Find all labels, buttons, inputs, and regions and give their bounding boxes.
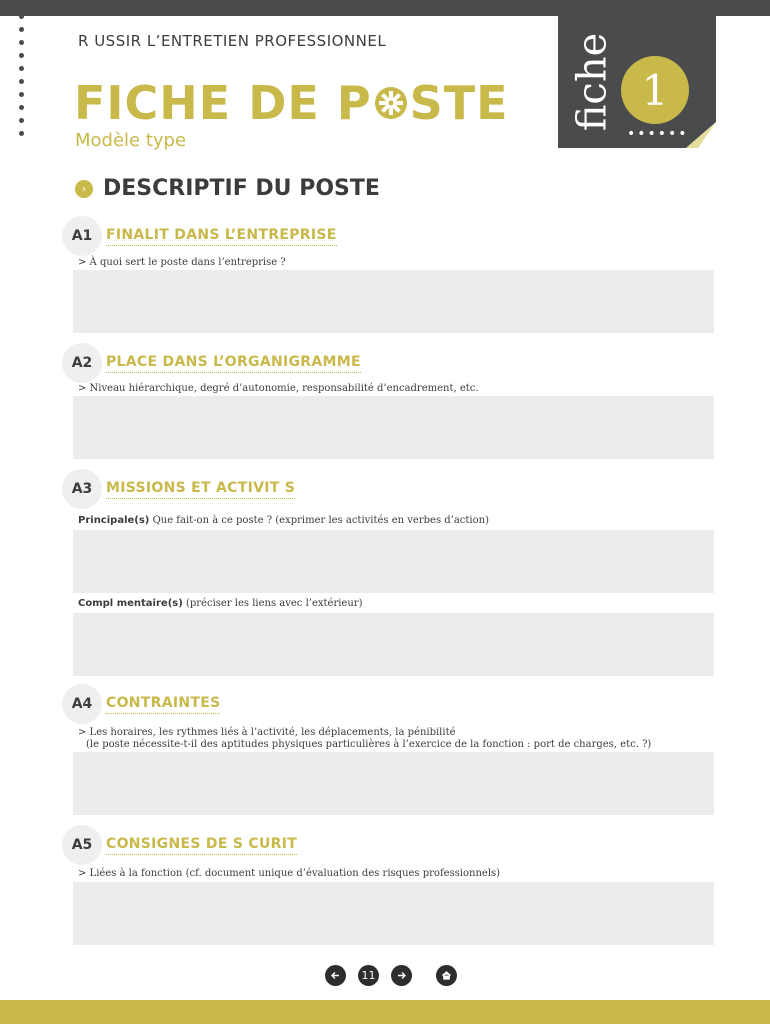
block-a1-header: [62, 216, 337, 256]
title-part-1: FICHE DE P: [74, 76, 372, 130]
block-code-badge: A3: [62, 469, 102, 509]
block-code-badge: A4: [62, 684, 102, 724]
block-a3-sub1-note: [78, 515, 489, 527]
block-code-badge: A2: [62, 343, 102, 383]
next-page-button[interactable]: [391, 965, 412, 986]
home-button[interactable]: [436, 965, 457, 986]
gear-o-icon: [373, 85, 409, 121]
fiche-dots: ••••••: [627, 126, 689, 142]
block-code-badge: A5: [62, 825, 102, 865]
page-fold-corner: [686, 122, 716, 148]
page-number: 11: [358, 965, 379, 986]
title-part-2: STE: [409, 76, 509, 130]
block-a1-note: > À quoi sert le poste dans l’entreprise ?: [78, 257, 286, 268]
arrow-left-icon: [330, 970, 341, 981]
block-title: CONSIGNES DE S CURIT: [106, 836, 297, 855]
block-a4-input-area[interactable]: [73, 752, 714, 815]
fiche-number: 1: [621, 56, 689, 124]
decorative-dots: [19, 14, 29, 144]
block-a2-header: [62, 343, 361, 383]
header-kicker: R USSIR L’ENTRETIEN PROFESSIONNEL: [78, 32, 387, 50]
section-header: [75, 176, 380, 201]
block-a3-sub2-label: Compl mentaire(s): [78, 598, 183, 609]
section-title: DESCRIPTIF DU POSTE: [103, 176, 380, 201]
block-a1-input-area[interactable]: [73, 270, 714, 333]
block-a4-note-2: (le poste nécessite-t-il des aptitudes physiques particulières à l’exercice de la fonction : port de charges, etc. ?): [86, 739, 652, 750]
block-a2-input-area[interactable]: [73, 396, 714, 459]
block-code-badge: A1: [62, 216, 102, 256]
block-title: PLACE DANS L’ORGANIGRAMME: [106, 354, 361, 373]
block-a3-sub2-text: (préciser les liens avec l’extérieur): [185, 598, 363, 609]
arrow-right-icon: [396, 970, 407, 981]
block-title: CONTRAINTES: [106, 695, 220, 714]
block-a4-header: [62, 684, 220, 724]
block-a3-header: [62, 469, 295, 509]
block-a3-sub2-note: [78, 598, 362, 610]
block-a5-input-area[interactable]: [73, 882, 714, 945]
home-icon: [441, 970, 452, 981]
block-a3-sub1-label: Principale(s): [78, 515, 150, 526]
page-subtitle: Modèle type: [75, 130, 187, 151]
bottom-bar: [0, 1000, 770, 1024]
block-title: MISSIONS ET ACTIVIT S: [106, 480, 295, 499]
block-a4-note: > Les horaires, les rythmes liés à l’activité, les déplacements, la pénibilité: [78, 727, 456, 738]
block-title: FINALIT DANS L’ENTREPRISE: [106, 227, 337, 246]
top-bar: [0, 0, 770, 16]
block-a5-header: [62, 825, 297, 865]
block-a3-sub2-input-area[interactable]: [73, 613, 714, 676]
fiche-label: fiche: [569, 32, 616, 132]
block-a3-sub1-text: Que fait-on à ce poste ? (exprimer les activités en verbes d’action): [152, 515, 489, 526]
block-a2-note: > Niveau hiérarchique, degré d’autonomie, responsabilité d’encadrement, etc.: [78, 383, 479, 394]
page-title: [74, 77, 509, 129]
block-a3-sub1-input-area[interactable]: [73, 530, 714, 593]
section-bullet-icon: ›: [75, 180, 93, 198]
block-a5-note: > Liées à la fonction (cf. document unique d’évaluation des risques professionnels): [78, 868, 501, 879]
prev-page-button[interactable]: [325, 965, 346, 986]
